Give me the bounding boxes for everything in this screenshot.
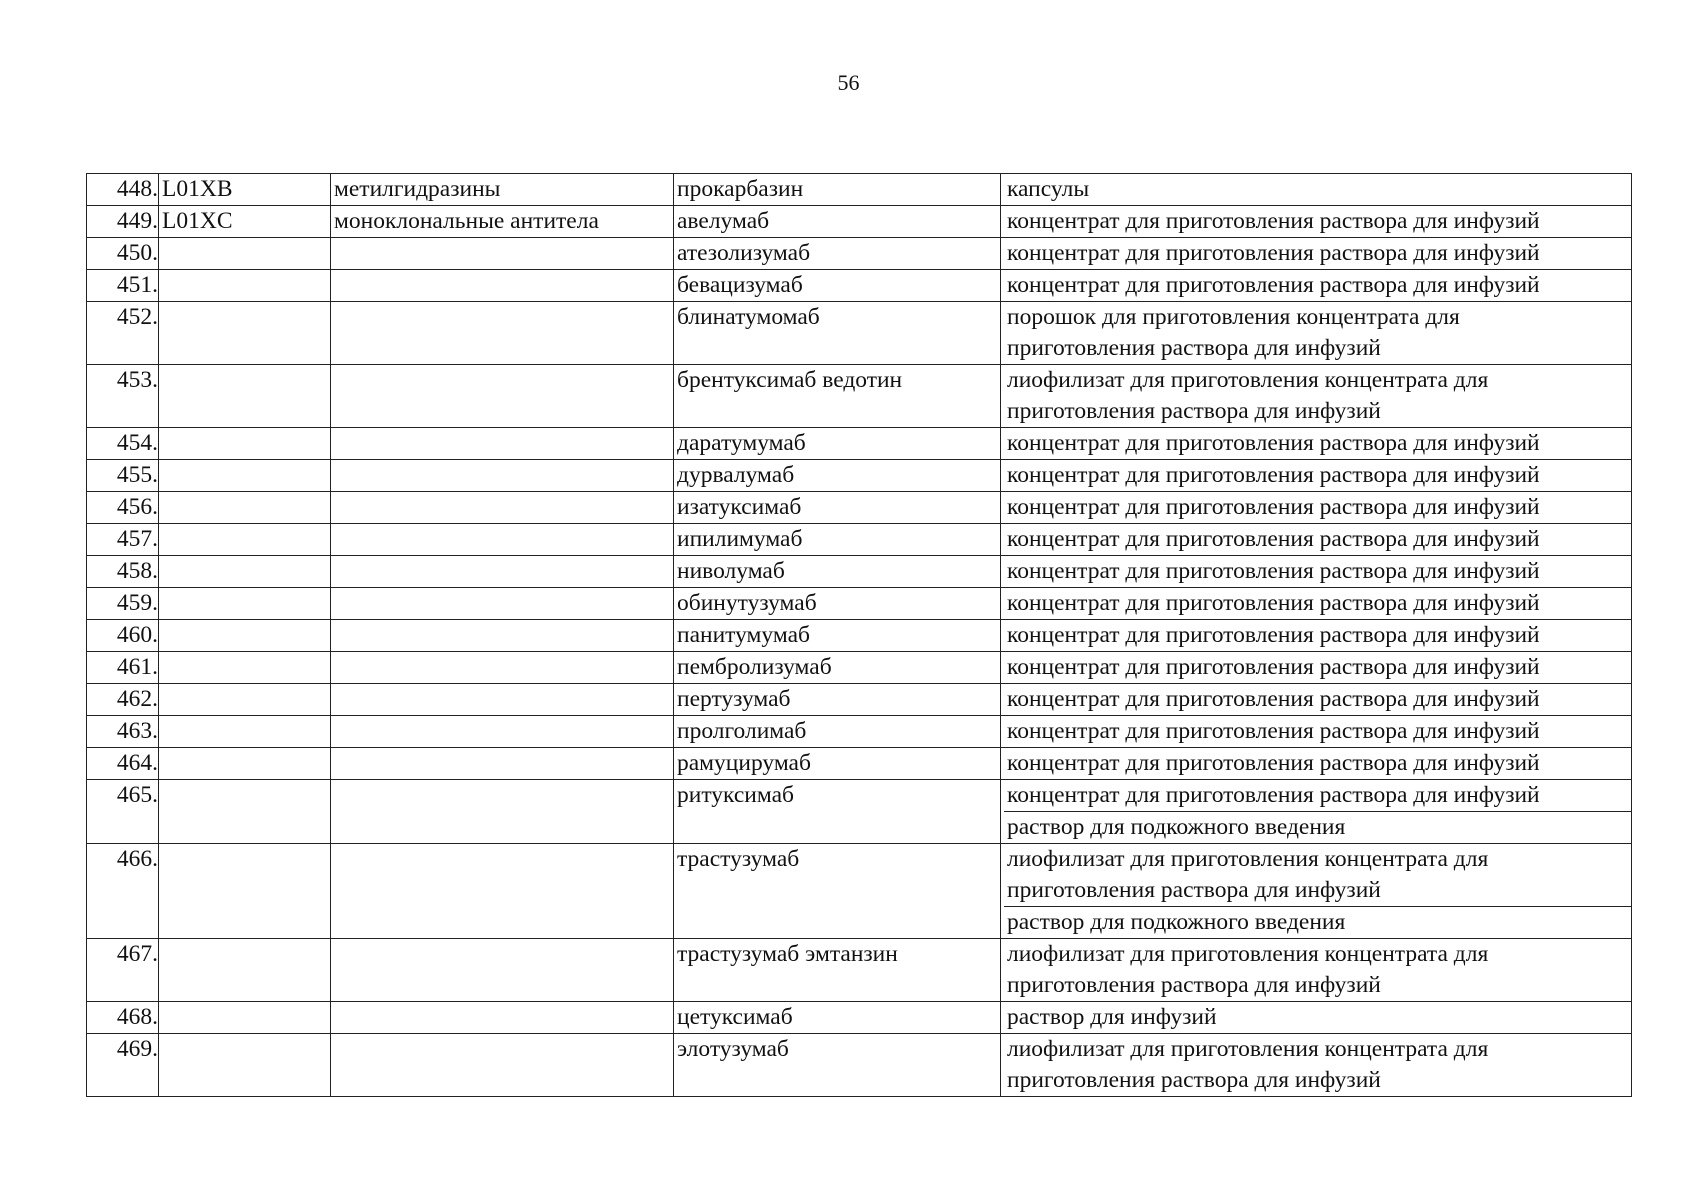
dosage-form-text: концентрат для приготовления раствора для инфузий bbox=[1007, 272, 1540, 298]
row-number-cell: 448. bbox=[87, 174, 159, 206]
dosage-form-text: концентрат для приготовления раствора для инфузий bbox=[1007, 208, 1540, 234]
row-number-cell: 460. bbox=[87, 620, 159, 652]
drug-group-cell bbox=[331, 716, 674, 748]
dosage-form-entry bbox=[1004, 939, 1631, 1001]
dosage-form-text: раствор для подкожного введения bbox=[1007, 909, 1346, 935]
table-row bbox=[87, 428, 1632, 460]
drug-group-cell bbox=[331, 684, 674, 716]
drug-name-cell: блинатумомаб bbox=[674, 302, 1001, 365]
drug-name-cell: брентуксимаб ведотин bbox=[674, 365, 1001, 428]
dosage-form-entry bbox=[1004, 460, 1631, 491]
table-row bbox=[87, 1002, 1632, 1034]
drug-group-cell bbox=[331, 844, 674, 939]
dosage-form-cell bbox=[1001, 1034, 1632, 1097]
atc-code-cell bbox=[159, 588, 331, 620]
dosage-form-text: раствор для инфузий bbox=[1007, 1004, 1217, 1030]
drug-name-cell: рамуцирумаб bbox=[674, 748, 1001, 780]
drug-name-cell: прокарбазин bbox=[674, 174, 1001, 206]
dosage-form-cell bbox=[1001, 748, 1632, 780]
drug-name-cell: даратумумаб bbox=[674, 428, 1001, 460]
drug-name-cell: трастузумаб эмтанзин bbox=[674, 939, 1001, 1002]
dosage-form-cell bbox=[1001, 684, 1632, 716]
page-number: 56 bbox=[837, 70, 860, 95]
atc-code-cell bbox=[159, 684, 331, 716]
drug-group-cell bbox=[331, 588, 674, 620]
dosage-form-entry bbox=[1004, 811, 1631, 843]
table-row bbox=[87, 748, 1632, 780]
row-number-cell: 451. bbox=[87, 270, 159, 302]
dosage-form-text: приготовления раствора для инфузий bbox=[1007, 972, 1381, 998]
dosage-form-text: приготовления раствора для инфузий bbox=[1007, 877, 1381, 903]
drug-name-cell: авелумаб bbox=[674, 206, 1001, 238]
dosage-form-text: капсулы bbox=[1007, 176, 1090, 202]
drug-name-cell: элотузумаб bbox=[674, 1034, 1001, 1097]
drug-group-cell bbox=[331, 748, 674, 780]
drug-name-cell: ипилимумаб bbox=[674, 524, 1001, 556]
dosage-form-entry bbox=[1004, 620, 1631, 651]
drug-name-cell: пролголимаб bbox=[674, 716, 1001, 748]
dosage-form-text: концентрат для приготовления раствора для инфузий bbox=[1007, 622, 1540, 648]
atc-code-cell bbox=[159, 1034, 331, 1097]
atc-code-cell bbox=[159, 780, 331, 844]
table-row bbox=[87, 652, 1632, 684]
row-number-cell: 464. bbox=[87, 748, 159, 780]
dosage-form-cell bbox=[1001, 939, 1632, 1002]
dosage-form-entry bbox=[1004, 844, 1631, 906]
row-number-cell: 468. bbox=[87, 1002, 159, 1034]
dosage-form-text: лиофилизат для приготовления концентрата для bbox=[1007, 1036, 1489, 1062]
row-number-cell: 450. bbox=[87, 238, 159, 270]
table-row bbox=[87, 524, 1632, 556]
drug-name-cell: пембролизумаб bbox=[674, 652, 1001, 684]
dosage-form-entry bbox=[1004, 652, 1631, 683]
drug-name-cell: цетуксимаб bbox=[674, 1002, 1001, 1034]
dosage-form-text: концентрат для приготовления раствора для инфузий bbox=[1007, 590, 1540, 616]
row-number-cell: 449. bbox=[87, 206, 159, 238]
dosage-form-entry bbox=[1004, 716, 1631, 747]
table-row bbox=[87, 620, 1632, 652]
row-number-cell: 462. bbox=[87, 684, 159, 716]
drug-group-cell bbox=[331, 238, 674, 270]
dosage-form-text: концентрат для приготовления раствора для инфузий bbox=[1007, 430, 1540, 456]
row-number-cell: 452. bbox=[87, 302, 159, 365]
dosage-form-entry bbox=[1004, 365, 1631, 427]
drug-name-cell: дурвалумаб bbox=[674, 460, 1001, 492]
drug-name-cell: изатуксимаб bbox=[674, 492, 1001, 524]
drug-name-cell: ритуксимаб bbox=[674, 780, 1001, 844]
dosage-form-entry bbox=[1004, 556, 1631, 587]
atc-code-cell bbox=[159, 524, 331, 556]
dosage-form-cell bbox=[1001, 652, 1632, 684]
dosage-form-text: концентрат для приготовления раствора для инфузий bbox=[1007, 750, 1540, 776]
row-number-cell: 467. bbox=[87, 939, 159, 1002]
dosage-form-entry bbox=[1004, 302, 1631, 364]
dosage-form-text: лиофилизат для приготовления концентрата для bbox=[1007, 941, 1489, 967]
dosage-form-cell bbox=[1001, 365, 1632, 428]
table-row bbox=[87, 1034, 1632, 1097]
dosage-form-cell bbox=[1001, 492, 1632, 524]
dosage-form-cell bbox=[1001, 270, 1632, 302]
row-number-cell: 458. bbox=[87, 556, 159, 588]
dosage-form-text: концентрат для приготовления раствора для инфузий bbox=[1007, 526, 1540, 552]
dosage-form-entry bbox=[1004, 780, 1631, 811]
dosage-form-cell bbox=[1001, 556, 1632, 588]
table-row bbox=[87, 684, 1632, 716]
atc-code-cell bbox=[159, 556, 331, 588]
table-row bbox=[87, 844, 1632, 939]
dosage-form-entry bbox=[1004, 1002, 1631, 1033]
drug-group-cell bbox=[331, 492, 674, 524]
table-row bbox=[87, 939, 1632, 1002]
table-row bbox=[87, 492, 1632, 524]
drug-group-cell bbox=[331, 1034, 674, 1097]
dosage-form-text: концентрат для приготовления раствора для инфузий bbox=[1007, 462, 1540, 488]
drug-group-cell bbox=[331, 428, 674, 460]
atc-code-cell bbox=[159, 492, 331, 524]
table-row bbox=[87, 174, 1632, 206]
atc-code-cell bbox=[159, 428, 331, 460]
atc-code-cell bbox=[159, 844, 331, 939]
dosage-form-text: концентрат для приготовления раствора для инфузий bbox=[1007, 718, 1540, 744]
table-row bbox=[87, 588, 1632, 620]
dosage-form-entry bbox=[1004, 206, 1631, 237]
dosage-form-entry bbox=[1004, 588, 1631, 619]
row-number-cell: 454. bbox=[87, 428, 159, 460]
table-row bbox=[87, 238, 1632, 270]
dosage-form-entry bbox=[1004, 238, 1631, 269]
table-body bbox=[87, 174, 1632, 1097]
table-row bbox=[87, 556, 1632, 588]
drug-group-cell bbox=[331, 556, 674, 588]
row-number-cell: 461. bbox=[87, 652, 159, 684]
dosage-form-text: концентрат для приготовления раствора для инфузий bbox=[1007, 782, 1540, 808]
dosage-form-cell bbox=[1001, 844, 1632, 939]
row-number-cell: 457. bbox=[87, 524, 159, 556]
drug-group-cell bbox=[331, 270, 674, 302]
dosage-form-cell bbox=[1001, 302, 1632, 365]
table-row bbox=[87, 780, 1632, 844]
dosage-form-cell bbox=[1001, 1002, 1632, 1034]
drug-name-cell: пертузумаб bbox=[674, 684, 1001, 716]
table-row bbox=[87, 302, 1632, 365]
drug-group-cell bbox=[331, 652, 674, 684]
drug-group-cell bbox=[331, 939, 674, 1002]
dosage-form-text: приготовления раствора для инфузий bbox=[1007, 398, 1381, 424]
drug-name-cell: атезолизумаб bbox=[674, 238, 1001, 270]
dosage-form-text: концентрат для приготовления раствора для инфузий bbox=[1007, 240, 1540, 266]
dosage-form-cell bbox=[1001, 524, 1632, 556]
table-row bbox=[87, 365, 1632, 428]
row-number-cell: 463. bbox=[87, 716, 159, 748]
dosage-form-entry bbox=[1004, 270, 1631, 301]
drug-group-cell: моноклональные антитела bbox=[331, 206, 674, 238]
atc-code-cell bbox=[159, 748, 331, 780]
dosage-form-cell bbox=[1001, 460, 1632, 492]
drug-name-cell: трастузумаб bbox=[674, 844, 1001, 939]
drug-group-cell bbox=[331, 620, 674, 652]
drug-group-cell bbox=[331, 365, 674, 428]
dosage-form-entry bbox=[1004, 748, 1631, 779]
dosage-form-cell bbox=[1001, 174, 1632, 206]
drug-group-cell bbox=[331, 780, 674, 844]
drug-group-cell bbox=[331, 302, 674, 365]
dosage-form-cell bbox=[1001, 206, 1632, 238]
atc-code-cell bbox=[159, 716, 331, 748]
atc-code-cell bbox=[159, 302, 331, 365]
row-number-cell: 466. bbox=[87, 844, 159, 939]
dosage-form-cell bbox=[1001, 780, 1632, 844]
drug-table bbox=[86, 173, 1632, 1097]
dosage-form-text: приготовления раствора для инфузий bbox=[1007, 1067, 1381, 1093]
atc-code-cell bbox=[159, 460, 331, 492]
dosage-form-cell bbox=[1001, 238, 1632, 270]
dosage-form-text: концентрат для приготовления раствора для инфузий bbox=[1007, 558, 1540, 584]
dosage-form-cell bbox=[1001, 620, 1632, 652]
dosage-form-text: порошок для приготовления концентрата для bbox=[1007, 304, 1460, 330]
table-row bbox=[87, 206, 1632, 238]
dosage-form-entry bbox=[1004, 492, 1631, 523]
atc-code-cell bbox=[159, 270, 331, 302]
drug-group-cell bbox=[331, 524, 674, 556]
row-number-cell: 453. bbox=[87, 365, 159, 428]
atc-code-cell bbox=[159, 365, 331, 428]
drug-name-cell: обинутузумаб bbox=[674, 588, 1001, 620]
atc-code-cell: L01XC bbox=[159, 206, 331, 238]
row-number-cell: 456. bbox=[87, 492, 159, 524]
drug-name-cell: ниволумаб bbox=[674, 556, 1001, 588]
atc-code-cell bbox=[159, 1002, 331, 1034]
dosage-form-cell bbox=[1001, 588, 1632, 620]
table-row bbox=[87, 460, 1632, 492]
row-number-cell: 469. bbox=[87, 1034, 159, 1097]
dosage-form-cell bbox=[1001, 428, 1632, 460]
dosage-form-text: лиофилизат для приготовления концентрата для bbox=[1007, 846, 1489, 872]
dosage-form-entry bbox=[1004, 1034, 1631, 1096]
drug-group-cell bbox=[331, 1002, 674, 1034]
atc-code-cell: L01XB bbox=[159, 174, 331, 206]
dosage-form-text: приготовления раствора для инфузий bbox=[1007, 335, 1381, 361]
drug-group-cell: метилгидразины bbox=[331, 174, 674, 206]
atc-code-cell bbox=[159, 939, 331, 1002]
drug-name-cell: панитумумаб bbox=[674, 620, 1001, 652]
row-number-cell: 455. bbox=[87, 460, 159, 492]
dosage-form-text: лиофилизат для приготовления концентрата для bbox=[1007, 367, 1489, 393]
atc-code-cell bbox=[159, 652, 331, 684]
dosage-form-text: раствор для подкожного введения bbox=[1007, 814, 1346, 840]
dosage-form-entry bbox=[1004, 906, 1631, 938]
drug-group-cell bbox=[331, 460, 674, 492]
dosage-form-entry bbox=[1004, 174, 1631, 205]
dosage-form-text: концентрат для приготовления раствора для инфузий bbox=[1007, 654, 1540, 680]
dosage-form-text: концентрат для приготовления раствора для инфузий bbox=[1007, 494, 1540, 520]
atc-code-cell bbox=[159, 238, 331, 270]
drug-name-cell: бевацизумаб bbox=[674, 270, 1001, 302]
dosage-form-text: концентрат для приготовления раствора для инфузий bbox=[1007, 686, 1540, 712]
table-row bbox=[87, 716, 1632, 748]
atc-code-cell bbox=[159, 620, 331, 652]
dosage-form-entry bbox=[1004, 684, 1631, 715]
dosage-form-cell bbox=[1001, 716, 1632, 748]
row-number-cell: 465. bbox=[87, 780, 159, 844]
dosage-form-entry bbox=[1004, 428, 1631, 459]
table-row bbox=[87, 270, 1632, 302]
dosage-form-entry bbox=[1004, 524, 1631, 555]
row-number-cell: 459. bbox=[87, 588, 159, 620]
